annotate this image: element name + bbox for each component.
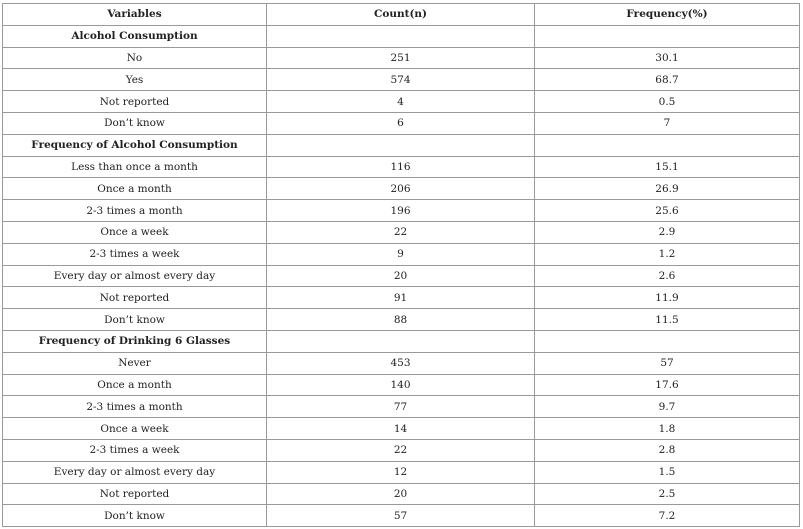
variable-cell: 2-3 times a week bbox=[3, 439, 267, 461]
table-row bbox=[3, 69, 800, 91]
table-row bbox=[3, 265, 800, 287]
frequency-cell: 2.8 bbox=[535, 439, 800, 461]
table-row bbox=[3, 483, 800, 505]
header-frequency: Frequency(%) bbox=[535, 4, 800, 26]
count-cell: 4 bbox=[267, 91, 535, 113]
empty-cell bbox=[267, 330, 535, 352]
frequency-cell: 17.6 bbox=[535, 374, 800, 396]
frequency-cell: 2.6 bbox=[535, 265, 800, 287]
variable-cell: 2-3 times a month bbox=[3, 200, 267, 222]
table-row bbox=[3, 178, 800, 200]
count-cell: 12 bbox=[267, 461, 535, 483]
variable-cell: Don’t know bbox=[3, 112, 267, 134]
header-row bbox=[3, 4, 800, 26]
frequency-cell: 0.5 bbox=[535, 91, 800, 113]
empty-cell bbox=[267, 25, 535, 47]
variable-cell: Every day or almost every day bbox=[3, 265, 267, 287]
count-cell: 88 bbox=[267, 309, 535, 331]
frequency-cell: 30.1 bbox=[535, 47, 800, 69]
count-cell: 20 bbox=[267, 265, 535, 287]
count-cell: 196 bbox=[267, 200, 535, 222]
count-cell: 251 bbox=[267, 47, 535, 69]
count-cell: 77 bbox=[267, 396, 535, 418]
data-table bbox=[2, 3, 800, 527]
frequency-cell: 15.1 bbox=[535, 156, 800, 178]
count-cell: 20 bbox=[267, 483, 535, 505]
variable-cell: Less than once a month bbox=[3, 156, 267, 178]
table-row bbox=[3, 112, 800, 134]
count-cell: 116 bbox=[267, 156, 535, 178]
frequency-cell: 7 bbox=[535, 112, 800, 134]
variable-cell: Yes bbox=[3, 69, 267, 91]
table-row bbox=[3, 200, 800, 222]
count-cell: 57 bbox=[267, 505, 535, 527]
table-container bbox=[2, 3, 800, 527]
empty-cell bbox=[535, 134, 800, 156]
frequency-cell: 1.2 bbox=[535, 243, 800, 265]
count-cell: 206 bbox=[267, 178, 535, 200]
variable-cell: Don’t know bbox=[3, 309, 267, 331]
empty-cell bbox=[267, 134, 535, 156]
frequency-cell: 11.5 bbox=[535, 309, 800, 331]
frequency-cell: 9.7 bbox=[535, 396, 800, 418]
frequency-cell: 1.8 bbox=[535, 418, 800, 440]
section-header-row bbox=[3, 330, 800, 352]
section-title: Alcohol Consumption bbox=[3, 25, 267, 47]
frequency-cell: 1.5 bbox=[535, 461, 800, 483]
header-count: Count(n) bbox=[267, 4, 535, 26]
table-row bbox=[3, 221, 800, 243]
section-title: Frequency of Drinking 6 Glasses bbox=[3, 330, 267, 352]
frequency-cell: 68.7 bbox=[535, 69, 800, 91]
variable-cell: Once a month bbox=[3, 374, 267, 396]
count-cell: 14 bbox=[267, 418, 535, 440]
table-row bbox=[3, 505, 800, 527]
section-title: Frequency of Alcohol Consumption bbox=[3, 134, 267, 156]
count-cell: 453 bbox=[267, 352, 535, 374]
empty-cell bbox=[535, 25, 800, 47]
frequency-cell: 57 bbox=[535, 352, 800, 374]
table-row bbox=[3, 243, 800, 265]
count-cell: 22 bbox=[267, 221, 535, 243]
table-row bbox=[3, 309, 800, 331]
variable-cell: Never bbox=[3, 352, 267, 374]
frequency-cell: 11.9 bbox=[535, 287, 800, 309]
count-cell: 574 bbox=[267, 69, 535, 91]
table-row bbox=[3, 418, 800, 440]
table-row bbox=[3, 461, 800, 483]
frequency-cell: 26.9 bbox=[535, 178, 800, 200]
table-row bbox=[3, 47, 800, 69]
table-row bbox=[3, 396, 800, 418]
variable-cell: Not reported bbox=[3, 287, 267, 309]
table-row bbox=[3, 439, 800, 461]
section-header-row bbox=[3, 134, 800, 156]
variable-cell: Don’t know bbox=[3, 505, 267, 527]
frequency-cell: 25.6 bbox=[535, 200, 800, 222]
variable-cell: Once a week bbox=[3, 221, 267, 243]
variable-cell: Every day or almost every day bbox=[3, 461, 267, 483]
table-row bbox=[3, 156, 800, 178]
count-cell: 22 bbox=[267, 439, 535, 461]
variable-cell: No bbox=[3, 47, 267, 69]
variable-cell: Not reported bbox=[3, 483, 267, 505]
frequency-cell: 7.2 bbox=[535, 505, 800, 527]
header-variables: Variables bbox=[3, 4, 267, 26]
variable-cell: 2-3 times a month bbox=[3, 396, 267, 418]
variable-cell: Once a week bbox=[3, 418, 267, 440]
frequency-cell: 2.9 bbox=[535, 221, 800, 243]
table-body bbox=[3, 25, 800, 526]
variable-cell: Once a month bbox=[3, 178, 267, 200]
count-cell: 9 bbox=[267, 243, 535, 265]
table-row bbox=[3, 352, 800, 374]
count-cell: 91 bbox=[267, 287, 535, 309]
count-cell: 6 bbox=[267, 112, 535, 134]
section-header-row bbox=[3, 25, 800, 47]
variable-cell: Not reported bbox=[3, 91, 267, 113]
variable-cell: 2-3 times a week bbox=[3, 243, 267, 265]
count-cell: 140 bbox=[267, 374, 535, 396]
empty-cell bbox=[535, 330, 800, 352]
table-row bbox=[3, 287, 800, 309]
frequency-cell: 2.5 bbox=[535, 483, 800, 505]
table-row bbox=[3, 374, 800, 396]
table-row bbox=[3, 91, 800, 113]
